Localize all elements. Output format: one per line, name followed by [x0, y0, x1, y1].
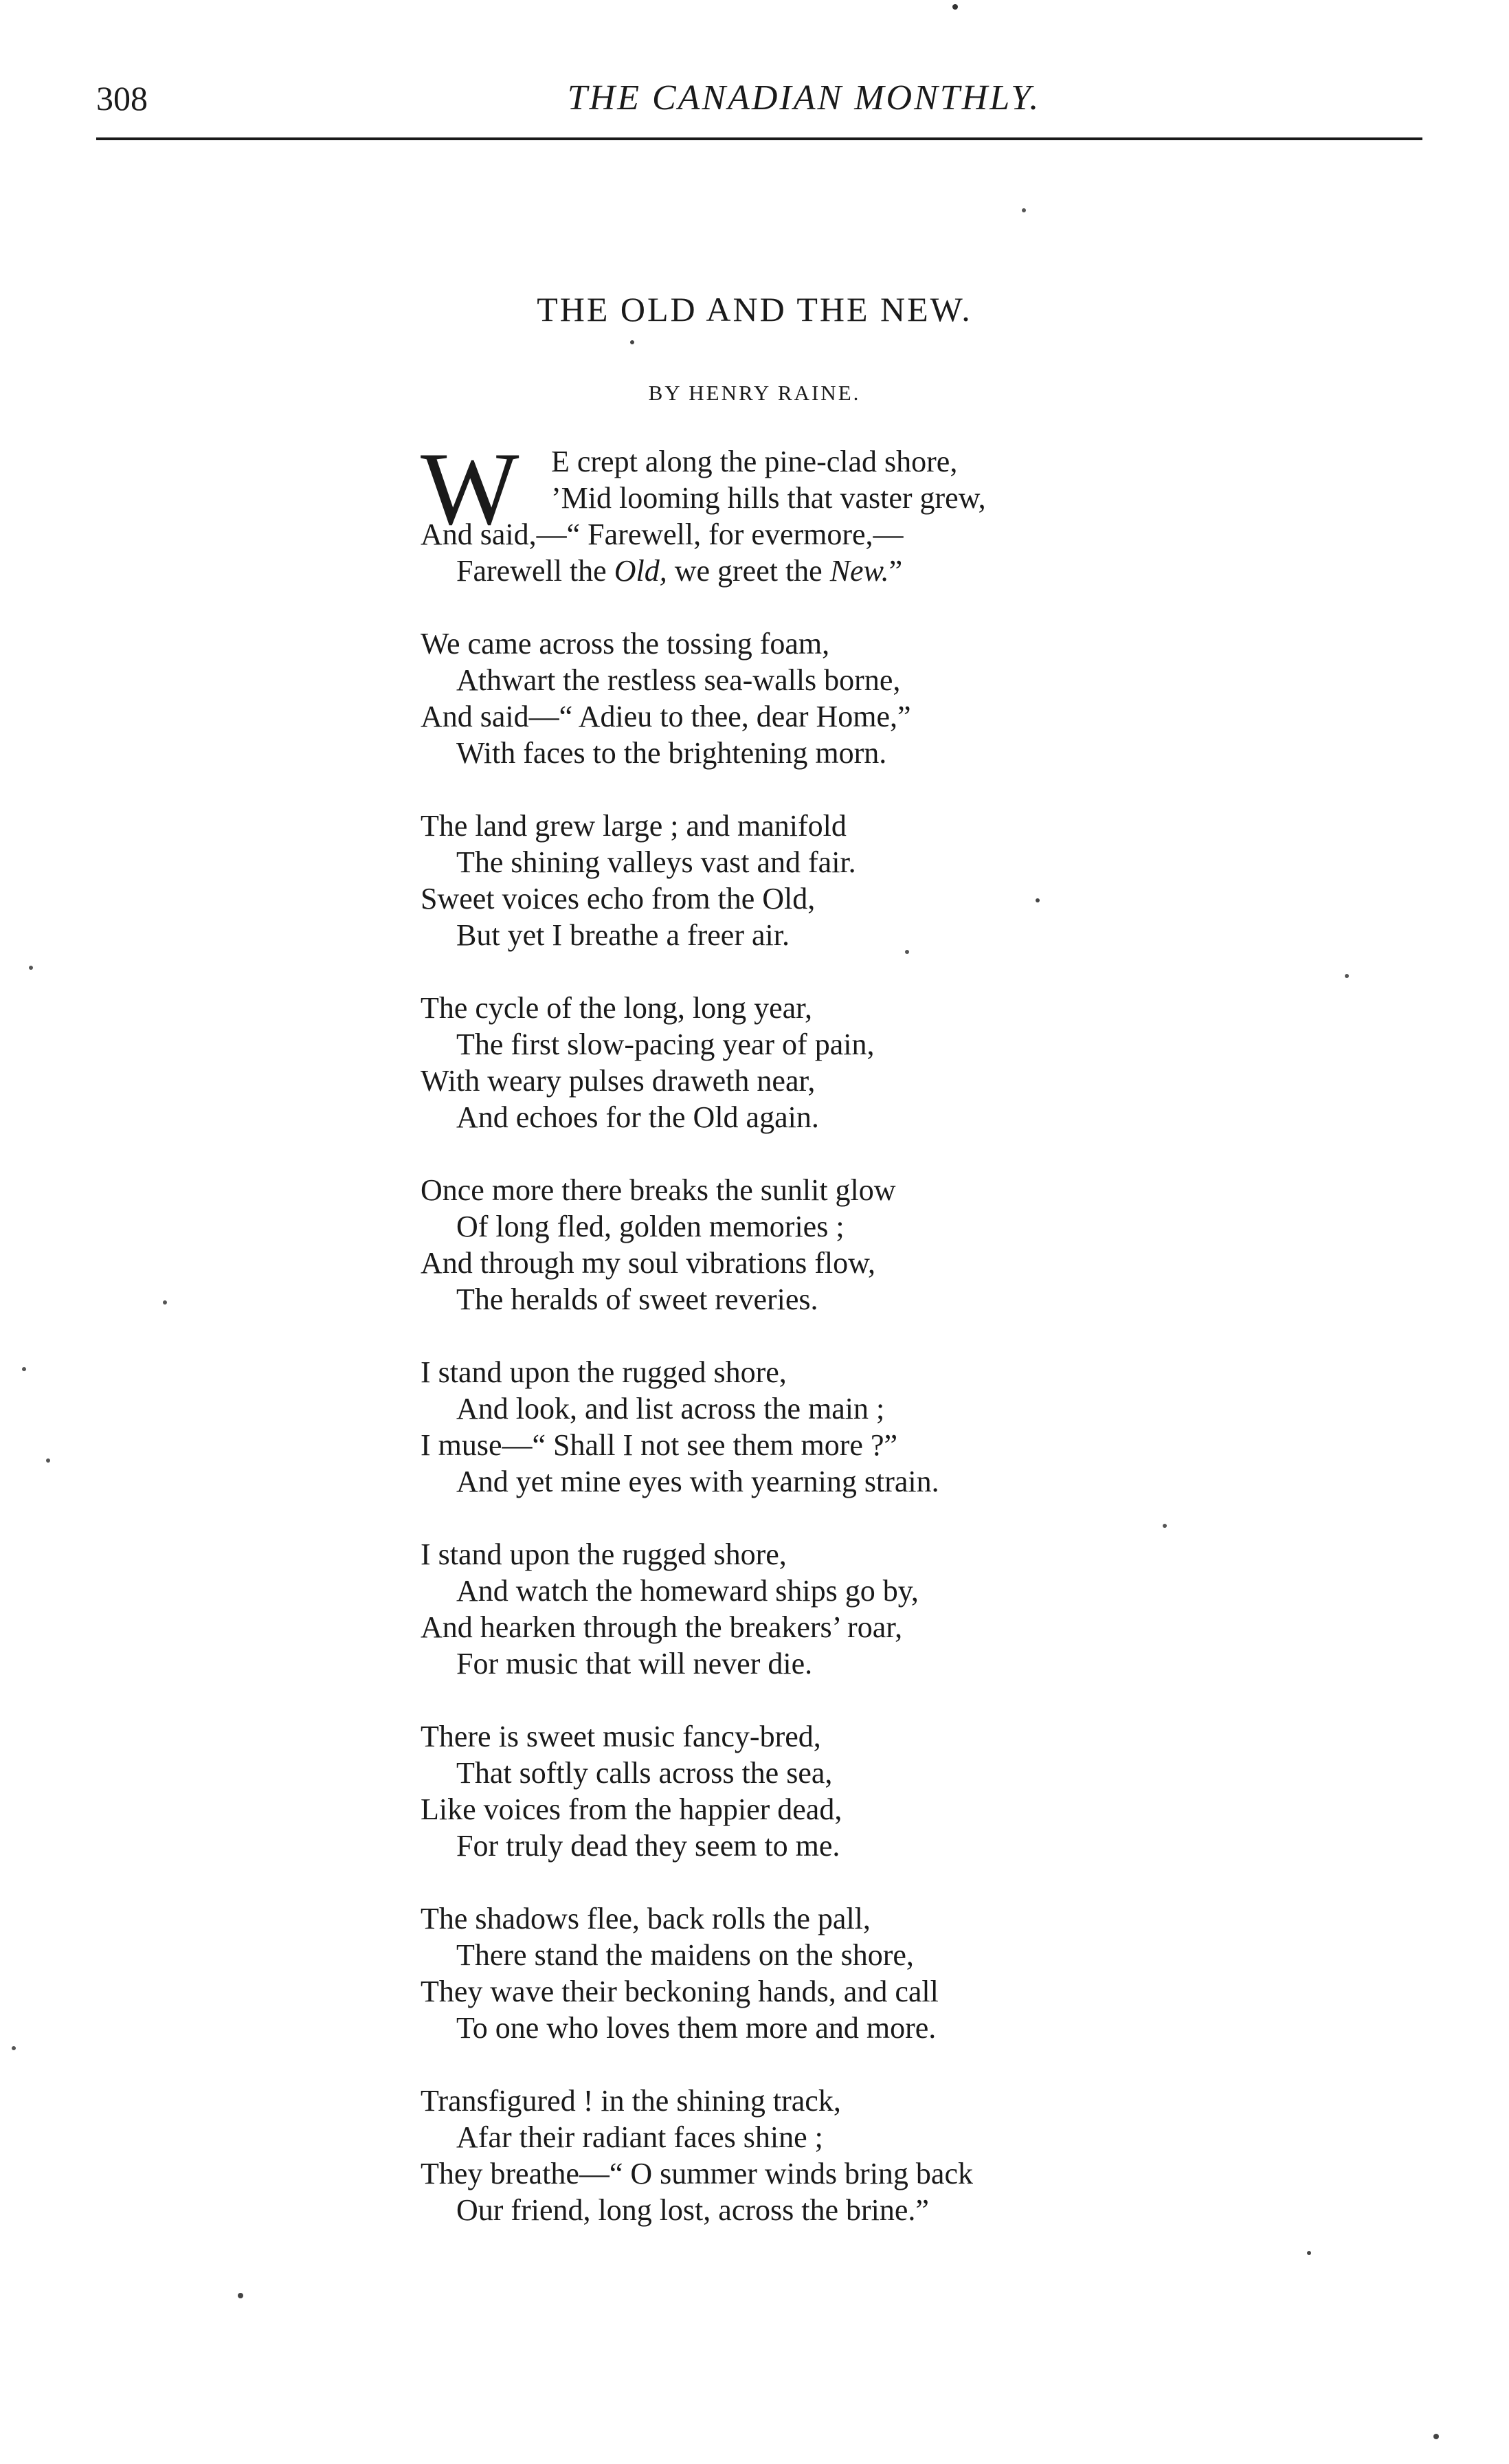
page-number: 308 [96, 79, 148, 118]
poem-line: With faces to the brightening morn. [456, 736, 887, 770]
stanza [421, 1172, 1142, 1318]
poem-line: And look, and list across the main ; [456, 1392, 885, 1425]
poem-line: To one who loves them more and more. [456, 2011, 937, 2045]
poem-line: Afar their radiant faces shine ; [456, 2120, 823, 2154]
running-head [96, 74, 1422, 122]
line-segment: Farewell the [456, 554, 614, 588]
drop-cap: W [421, 431, 519, 546]
poem-line: The land grew large ; and manifold [421, 809, 847, 843]
journal-title: THE CANADIAN MONTHLY. [567, 78, 1041, 118]
poem-line: Like voices from the happier dead, [421, 1792, 842, 1826]
poem-line: The shining valleys vast and fair. [456, 845, 856, 879]
poem-line: Sweet voices echo from the Old, [421, 882, 816, 915]
poem-line: E crept along the pine-clad shore, [551, 445, 958, 478]
poem-line: The first slow-pacing year of pain, [456, 1028, 875, 1061]
poem-line: With weary pulses draweth near, [421, 1064, 816, 1098]
stanza [421, 1718, 1142, 1864]
poem-body [421, 431, 1142, 2265]
poem-line: We came across the tossing foam, [421, 627, 830, 661]
line-segment: And said,—“ Farewell, for evermore,— [421, 518, 904, 551]
poem-line: There stand the maidens on the shore, [456, 1938, 914, 1972]
poem-line: And yet mine eyes with yearning strain. [456, 1465, 939, 1498]
stanza [421, 2083, 1142, 2228]
poem-line: I stand upon the rugged shore, [421, 1538, 787, 1571]
stanza [421, 431, 1142, 589]
stanza [421, 1536, 1142, 1682]
poem-line: For truly dead they seem to me. [456, 1829, 840, 1863]
poem-line: And said—“ Adieu to thee, dear Home,” [421, 700, 911, 733]
poem-line: And hearken through the breakers’ roar, [421, 1610, 903, 1644]
poem-line: And echoes for the Old again. [456, 1100, 819, 1134]
poem-line: They breathe—“ O summer winds bring back [421, 2157, 973, 2190]
poem-line: I stand upon the rugged shore, [421, 1355, 787, 1389]
poem-line: That softly calls across the sea, [456, 1756, 833, 1790]
stanza [421, 1354, 1142, 1500]
stanza [421, 625, 1142, 771]
poem-line: The cycle of the long, long year, [421, 991, 813, 1025]
poem-title: THE OLD AND THE NEW. [537, 290, 972, 329]
poem-line: But yet I breathe a freer air. [456, 918, 790, 952]
line-segment: we greet the [667, 554, 830, 588]
poem-line: I muse—“ Shall I not see them more ?” [421, 1428, 898, 1462]
poem-line: They wave their beckoning hands, and call [421, 1975, 939, 2008]
poem-line [421, 553, 1142, 589]
poem-line: Once more there breaks the sunlit glow [421, 1173, 896, 1207]
stanza [421, 1900, 1142, 2046]
poem-line: There is sweet music fancy-bred, [421, 1720, 821, 1753]
poem-line: For music that will never die. [456, 1647, 813, 1680]
stanza [421, 990, 1142, 1135]
poem-line: Of long fled, golden memories ; [456, 1210, 845, 1243]
italic-word: New. [829, 554, 889, 588]
poem-line: And watch the homeward ships go by, [456, 1574, 919, 1608]
poem-line [421, 516, 1142, 553]
poem-line: The shadows flee, back rolls the pall, [421, 1902, 871, 1935]
stanza [421, 808, 1142, 953]
header-rule [96, 137, 1422, 140]
poem-line: Our friend, long lost, across the brine.” [456, 2193, 929, 2227]
poem-line: And through my soul vibrations flow, [421, 1246, 875, 1280]
poem-line: ’Mid looming hills that vaster grew, [551, 481, 986, 515]
italic-word: Old, [614, 554, 667, 588]
poem-line: The heralds of sweet reveries. [456, 1283, 818, 1316]
poem-byline: BY HENRY RAINE. [648, 381, 861, 405]
poem-line: Athwart the restless sea-walls borne, [456, 663, 901, 697]
poem-line: Transfigured ! in the shining track, [421, 2084, 841, 2118]
line-segment: ” [888, 554, 903, 588]
